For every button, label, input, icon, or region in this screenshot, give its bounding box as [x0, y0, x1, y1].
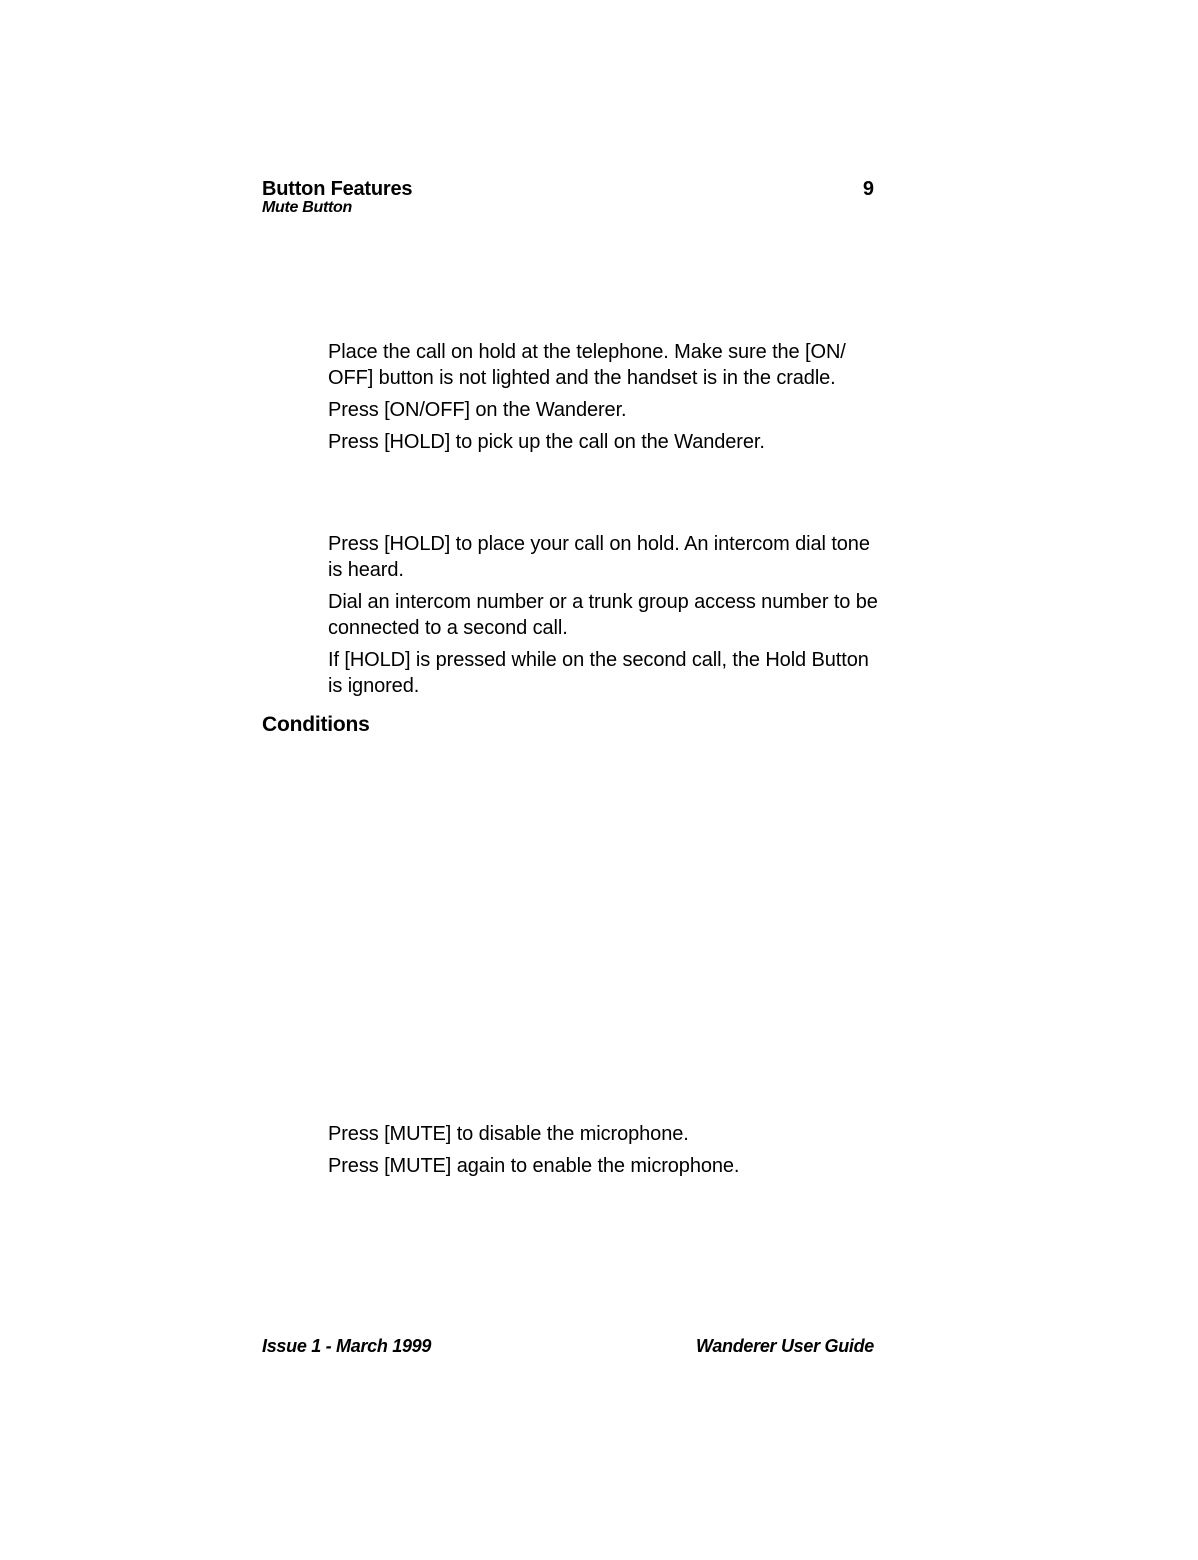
conditions-heading: Conditions [262, 713, 370, 736]
hold-place-step-3: If [HOLD] is pressed while on the second call, the Hold Button is ignored. [328, 649, 869, 697]
hold-place-step-2: Dial an intercom number or a trunk group access number to be connected to a second call. [328, 591, 878, 639]
header-title: Button Features [262, 178, 413, 200]
footer-guide-title: Wanderer User Guide [695, 1336, 874, 1356]
hold-pickup-step-1: Place the call on hold at the telephone. Make sure the [ON/ OFF] button is not lighted and the handset is in the cradle. [328, 341, 846, 389]
hold-pickup-step-3: Press [HOLD] to pick up the call on the Wanderer. [328, 431, 765, 453]
hold-pickup-step-2: Press [ON/OFF] on the Wanderer. [328, 399, 627, 421]
header-subtitle: Mute Button [262, 199, 353, 216]
page-number: 9 [862, 178, 874, 200]
hold-place-step-1: Press [HOLD] to place your call on hold. An intercom dial tone is heard. [328, 533, 870, 581]
mute-step-1: Press [MUTE] to disable the microphone. [328, 1123, 689, 1145]
footer-issue: Issue 1 - March 1999 [262, 1336, 432, 1356]
mute-step-2: Press [MUTE] again to enable the microphone. [328, 1155, 740, 1177]
